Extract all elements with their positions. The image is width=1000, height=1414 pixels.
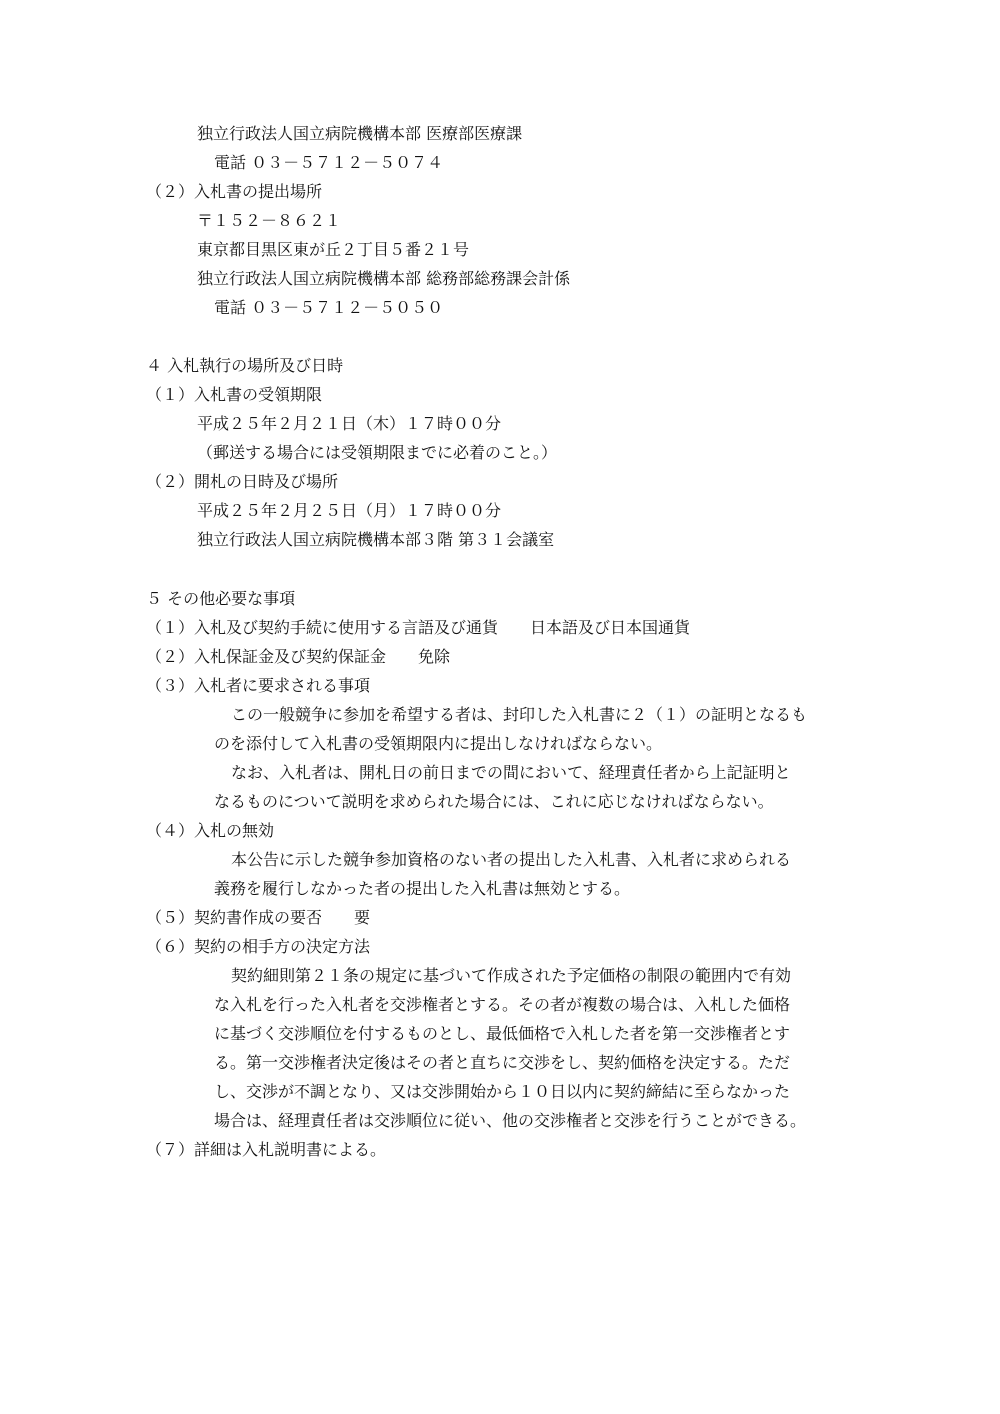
section-heading: ５ その他必要な事項 (146, 589, 296, 608)
text-line: 平成２５年２月２１日（木）１７時００分 (197, 414, 502, 433)
text-line: 東京都目黒区東が丘２丁目５番２１号 (197, 240, 470, 259)
text-line: 電話 ０３－５７１２－５０７４ (214, 153, 444, 172)
text-line: （２）入札書の提出場所 (146, 182, 323, 201)
text-line: 平成２５年２月２５日（月）１７時００分 (197, 501, 502, 520)
text-line: （２）開札の日時及び場所 (146, 472, 339, 491)
text-line: 独立行政法人国立病院機構本部 総務部総務課会計係 (197, 269, 571, 288)
text-line: （３）入札者に要求される事項 (146, 676, 371, 695)
text-line: （５）契約書作成の要否 要 (146, 908, 371, 927)
text-line: （１）入札及び契約手続に使用する言語及び通貨 日本語及び日本国通貨 (146, 618, 691, 637)
text-line: 場合は、経理責任者は交渉順位に従い、他の交渉権者と交渉を行うことができる。 (214, 1111, 807, 1130)
text-line: （１）入札書の受領期限 (146, 385, 323, 404)
text-line: 義務を履行しなかった者の提出した入札書は無効とする。 (214, 879, 631, 898)
text-line: な入札を行った入札者を交渉権者とする。その者が複数の場合は、入札した価格 (214, 995, 791, 1014)
text-line: なるものについて説明を求められた場合には、これに応じなければならない。 (214, 792, 774, 811)
text-line: （７）詳細は入札説明書による。 (146, 1140, 387, 1159)
text-line: 独立行政法人国立病院機構本部３階 第３１会議室 (197, 530, 555, 549)
text-line: し、交渉が不調となり、又は交渉開始から１０日以内に契約締結に至らなかった (214, 1082, 791, 1101)
text-line: 独立行政法人国立病院機構本部 医療部医療課 (197, 124, 523, 143)
text-line: （郵送する場合には受領期限までに必着のこと。） (197, 443, 558, 462)
text-line: 本公告に示した競争参加資格のない者の提出した入札書、入札者に求められる (231, 850, 792, 869)
text-line: 〒１５２－８６２１ (197, 211, 342, 230)
text-line: のを添付して入札書の受領期限内に提出しなければならない。 (214, 734, 663, 753)
text-line: なお、入札者は、開札日の前日までの間において、経理責任者から上記証明と (231, 763, 791, 782)
text-line: （４）入札の無効 (146, 821, 275, 840)
text-line: （２）入札保証金及び契約保証金 免除 (146, 647, 451, 666)
text-line: 契約細則第２１条の規定に基づいて作成された予定価格の制限の範囲内で有効 (231, 966, 792, 985)
section-heading: ４ 入札執行の場所及び日時 (146, 356, 344, 375)
text-line: に基づく交渉順位を付するものとし、最低価格で入札した者を第一交渉権者とす (214, 1024, 791, 1043)
text-line: （６）契約の相手方の決定方法 (146, 937, 371, 956)
text-line: この一般競争に参加を希望する者は、封印した入札書に２（１）の証明となるも (231, 705, 808, 724)
text-line: る。第一交渉権者決定後はその者と直ちに交渉をし、契約価格を決定する。ただ (214, 1053, 791, 1072)
text-line: 電話 ０３－５７１２－５０５０ (214, 298, 444, 317)
